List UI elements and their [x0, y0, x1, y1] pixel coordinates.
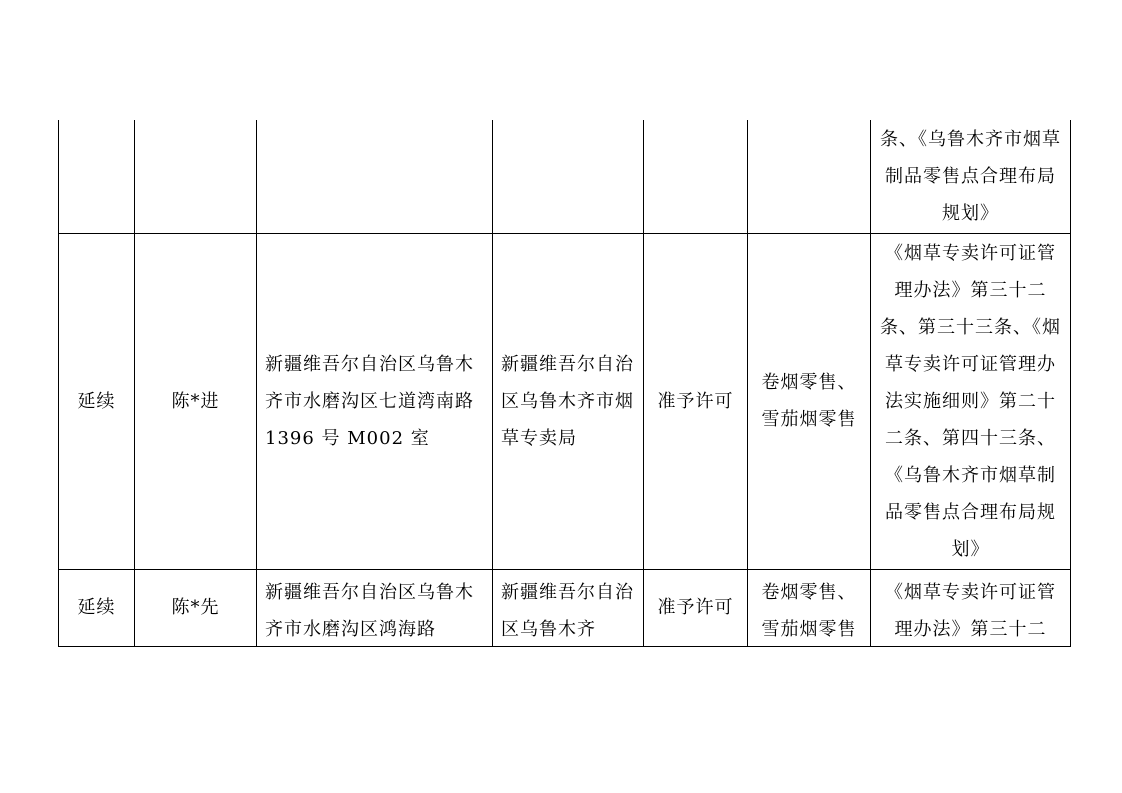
table-row: [59, 569, 1071, 646]
address-cell: 新疆维吾尔自治区乌鲁木齐市水磨沟区七道湾南路 1396 号 M002 室: [257, 233, 493, 569]
type-cell: 延续: [59, 569, 135, 646]
decision-cell: 准予许可: [644, 569, 748, 646]
basis-cell: 《烟草专卖许可证管理办法》第三十二: [871, 569, 1071, 646]
address-cell: 新疆维吾尔自治区乌鲁木齐市水磨沟区鸿海路: [257, 569, 493, 646]
type-cell: 延续: [59, 233, 135, 569]
basis-cell: 条、《乌鲁木齐市烟草制品零售点合理布局规划》: [871, 120, 1071, 233]
basis-cell: 《烟草专卖许可证管理办法》第三十二条、第三十三条、《烟草专卖许可证管理办法实施细则》第二十二条、第四十三条、《乌鲁木齐市烟草制品零售点合理布局规划》: [871, 233, 1071, 569]
authority-cell: 新疆维吾尔自治区乌鲁木齐: [493, 569, 644, 646]
decision-cell: [644, 120, 748, 233]
applicant-cell: 陈*进: [135, 233, 257, 569]
scope-cell: 卷烟零售、雪茄烟零售: [748, 233, 871, 569]
address-cell: [257, 120, 493, 233]
scope-cell: 卷烟零售、雪茄烟零售: [748, 569, 871, 646]
applicant-cell: 陈*先: [135, 569, 257, 646]
permit-table: [58, 120, 1071, 647]
decision-cell: 准予许可: [644, 233, 748, 569]
authority-cell: 新疆维吾尔自治区乌鲁木齐市烟草专卖局: [493, 233, 644, 569]
type-cell: [59, 120, 135, 233]
table-row: [59, 120, 1071, 233]
scope-cell: [748, 120, 871, 233]
authority-cell: [493, 120, 644, 233]
applicant-cell: [135, 120, 257, 233]
table-row: [59, 233, 1071, 569]
